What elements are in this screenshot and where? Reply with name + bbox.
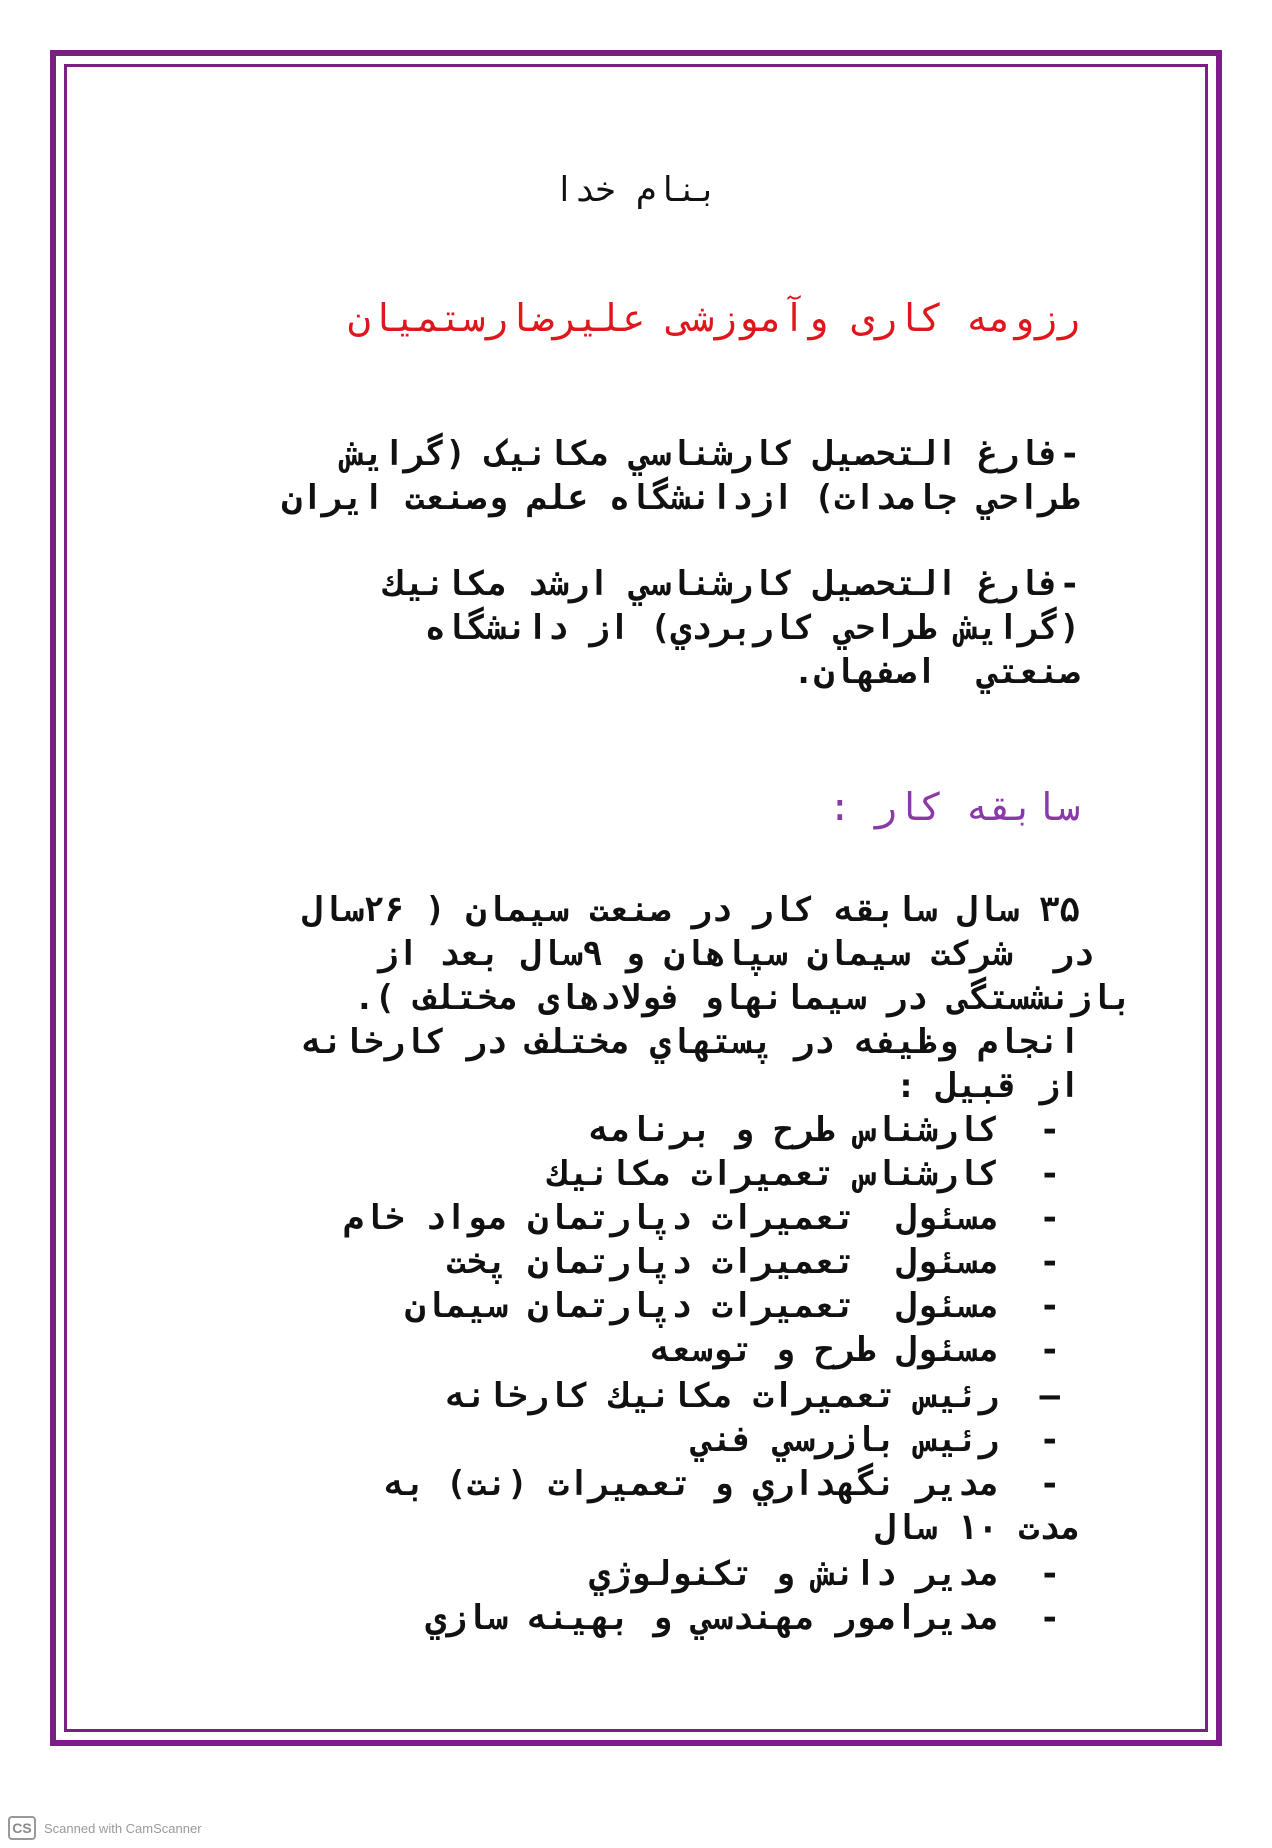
position-item: - مسئول تعميرات دپارتمان مواد خام [343,1198,1060,1238]
position-item: - مسئول تعميرات دپارتمان سيمان [404,1286,1060,1326]
education-line: -فارغ التحصيل كارشناسي ارشد مكانيك [384,564,1080,604]
education-line: (گرايش طراحي كاربردي) از دانشگاه [424,608,1080,648]
position-item: - مدير نگهداري و تعميرات (نت) به [384,1464,1060,1504]
greeting: بنام خدا [554,170,718,210]
position-item: - كارشناس طرح و برنامه [589,1110,1060,1150]
camscanner-logo-icon: CS [8,1816,36,1840]
work-intro-line: از قبيل : [895,1066,1080,1106]
work-history-heading: سابقه کار : [828,785,1080,829]
education-line: صنعتي اصفهان. [793,652,1080,692]
position-item: - مديرامور مهندسي و بهينه سازي [425,1598,1060,1638]
position-item: - رئيس بازرسي فني [691,1420,1060,1460]
position-item: - مدير دانش و تكنولوژي [589,1554,1060,1594]
position-item: - مسئول تعميرات دپارتمان پخت [445,1242,1060,1282]
position-item: مدت ۱۰ سال [875,1508,1080,1548]
scanner-watermark [8,1815,202,1841]
scanner-label: Scanned with CamScanner [44,1820,202,1836]
work-intro-line: ۳۵ سال سابقه کار در صنعت سیمان ( ۲۶سال [302,890,1080,930]
position-item: - مسئول طرح و توسعه [650,1330,1060,1370]
work-intro-line: انجام وظيفه در پستهاي مختلف در كارخانه [302,1022,1080,1062]
position-item: – رئيس تعميرات مكانيك كارخانه [445,1376,1060,1416]
work-intro-line: بازنشستگی در سیمانهاو فولادهای مختلف ). [354,978,1132,1018]
education-line: طراحي جامدات) ازدانشگاه علم وصنعت ايران [281,478,1080,518]
position-item: - كارشناس تعميرات مكانيك [548,1154,1060,1194]
work-intro-line: در شرکت سیمان سپاهان و ۹سال بعد از [377,934,1094,974]
resume-title: رزومه کاری وآموزشی علیرضارستمیان [347,296,1080,340]
education-line: -فارغ التحصيل كارشناسي مكانيک (گرايش [343,434,1080,474]
